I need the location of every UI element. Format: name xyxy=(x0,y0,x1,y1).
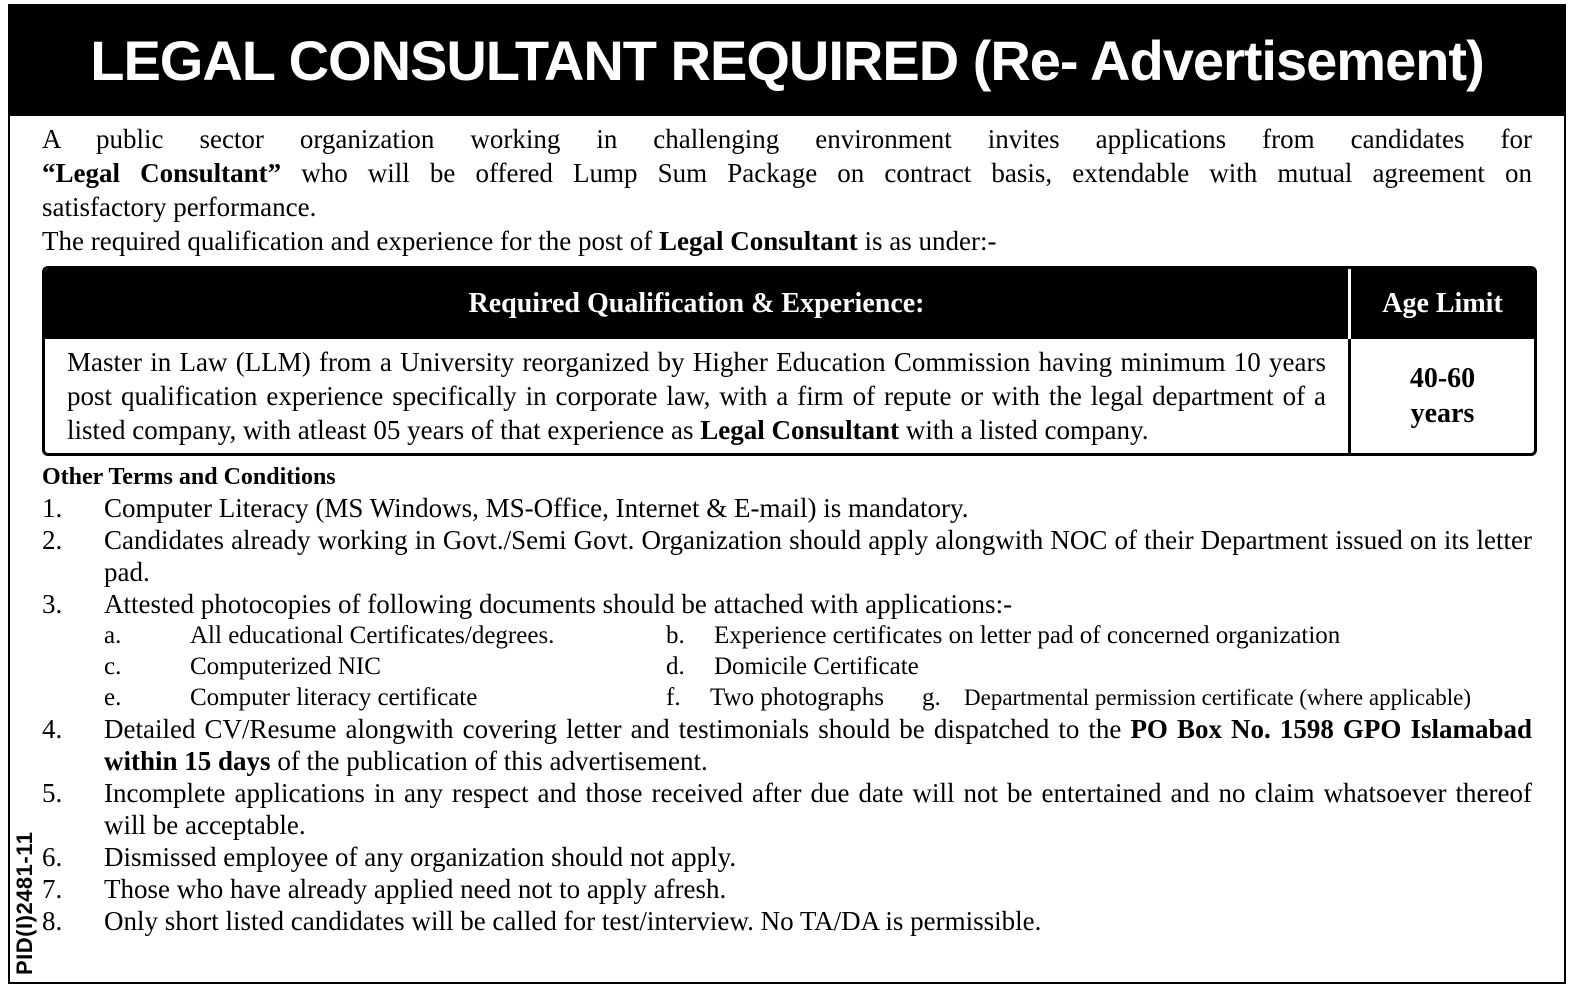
doc-item: Computerized NIC xyxy=(190,653,381,680)
doc-letter: c. xyxy=(104,653,122,680)
qualification-main: Master in Law (LLM) from a University reorganized by Higher Education Commission having minimum 10 years post qualification experience specifically in corporate law, with a firm of repute or with the legal department of a listed company, with atleast 05 years of that experience as xyxy=(67,347,1326,445)
doc-letter: a. xyxy=(104,622,122,649)
header-qualification: Required Qualification & Experience: xyxy=(45,269,1351,339)
doc-letter: e. xyxy=(104,684,122,711)
term4-address: PO Box No. 1598 GPO Islamabad within 15 days xyxy=(104,714,1532,776)
advertisement-frame xyxy=(8,4,1566,984)
terms-heading: Other Terms and Conditions xyxy=(42,464,336,490)
qualification-text xyxy=(45,339,1351,453)
doc-item: Experience certificates on letter pad of concerned organization xyxy=(714,622,1341,649)
doc-item: Departmental permission certificate (where applicable) xyxy=(964,685,1472,710)
term-number: 3. xyxy=(42,589,63,619)
qualification-post: Legal Consultant xyxy=(700,415,900,445)
list-item xyxy=(42,588,1532,620)
intro-line-2-rest: who will be offered Lump Sum Package on contract basis, extendable with mutual agreement on xyxy=(281,158,1532,188)
documents-row-3 xyxy=(42,682,1532,713)
term-number: 8. xyxy=(42,906,63,936)
age-unit: years xyxy=(1410,398,1475,429)
term-number: 1. xyxy=(42,493,63,523)
documents-row-1 xyxy=(42,620,1532,651)
term4-start: Detailed CV/Resume alongwith covering letter and testimonials should be dispatched to the xyxy=(104,714,1131,744)
doc-letter: d. xyxy=(666,653,685,680)
list-item xyxy=(42,905,1532,937)
doc-item: Computer literacy certificate xyxy=(190,684,478,711)
documents-list xyxy=(42,620,1532,713)
term-text: Dismissed employee of any organization should not apply. xyxy=(104,842,737,872)
term-number: 4. xyxy=(42,714,63,744)
pid-reference: PID(I)2481-11 xyxy=(12,831,37,975)
term4-end: of the publication of this advertisement. xyxy=(270,746,708,776)
doc-item: Two photographs xyxy=(710,684,884,711)
ad-content xyxy=(42,122,1532,937)
intro-line-3: satisfactory performance. xyxy=(42,192,317,222)
age-limit-value xyxy=(1351,339,1534,453)
list-item xyxy=(42,777,1532,841)
qualification-table-row xyxy=(45,339,1534,453)
ad-title: LEGAL CONSULTANT REQUIRED (Re- Advertisement) xyxy=(10,6,1564,116)
list-item xyxy=(42,492,1532,524)
term-text: Attested photocopies of following documents should be attached with applications:- xyxy=(104,589,1013,619)
qualification-tail: with a listed company. xyxy=(899,415,1149,445)
intro-paragraph xyxy=(42,122,1532,224)
list-item xyxy=(42,873,1532,905)
requirement-line xyxy=(42,224,1532,258)
terms-list xyxy=(42,492,1532,937)
qualification-table xyxy=(42,266,1537,456)
qualification-table-header xyxy=(45,269,1534,339)
intro-line-2 xyxy=(42,156,1532,190)
intro-post-title: “Legal Consultant” xyxy=(42,158,282,188)
term-text: Those who have already applied need not to apply afresh. xyxy=(104,874,727,904)
term-text: Candidates already working in Govt./Semi Govt. Organization should apply alongwith NOC of their Department issued on its letter pad. xyxy=(104,525,1532,587)
doc-letter: f. xyxy=(666,684,681,711)
requirement-suffix: is as under:- xyxy=(857,226,997,256)
list-item xyxy=(42,841,1532,873)
term-text xyxy=(104,713,1532,777)
intro-line-1: A public sector organization working in challenging environment invites applications from candidates for xyxy=(42,124,1532,154)
term-text: Incomplete applications in any respect and those received after due date will not be entertained and no claim whatsoever thereof will be acceptable. xyxy=(104,778,1532,840)
doc-letter: g. xyxy=(922,684,941,711)
age-range: 40-60 xyxy=(1409,363,1476,394)
doc-item: All educational Certificates/degrees. xyxy=(190,622,555,649)
documents-row-2 xyxy=(42,651,1532,682)
term-text: Computer Literacy (MS Windows, MS-Office, Internet & E-mail) is mandatory. xyxy=(104,493,969,523)
requirement-prefix: The required qualification and experience for the post of xyxy=(42,226,659,256)
header-age-limit: Age Limit xyxy=(1382,288,1503,319)
term-number: 6. xyxy=(42,842,63,872)
doc-letter: b. xyxy=(666,622,685,649)
doc-item: Domicile Certificate xyxy=(714,653,919,680)
term-text: Only short listed candidates will be called for test/interview. No TA/DA is permissible. xyxy=(104,906,1042,936)
list-item xyxy=(42,524,1532,588)
term-number: 7. xyxy=(42,874,63,904)
list-item xyxy=(42,713,1532,777)
term-number: 2. xyxy=(42,525,63,555)
requirement-post: Legal Consultant xyxy=(659,226,858,256)
term-number: 5. xyxy=(42,778,63,808)
